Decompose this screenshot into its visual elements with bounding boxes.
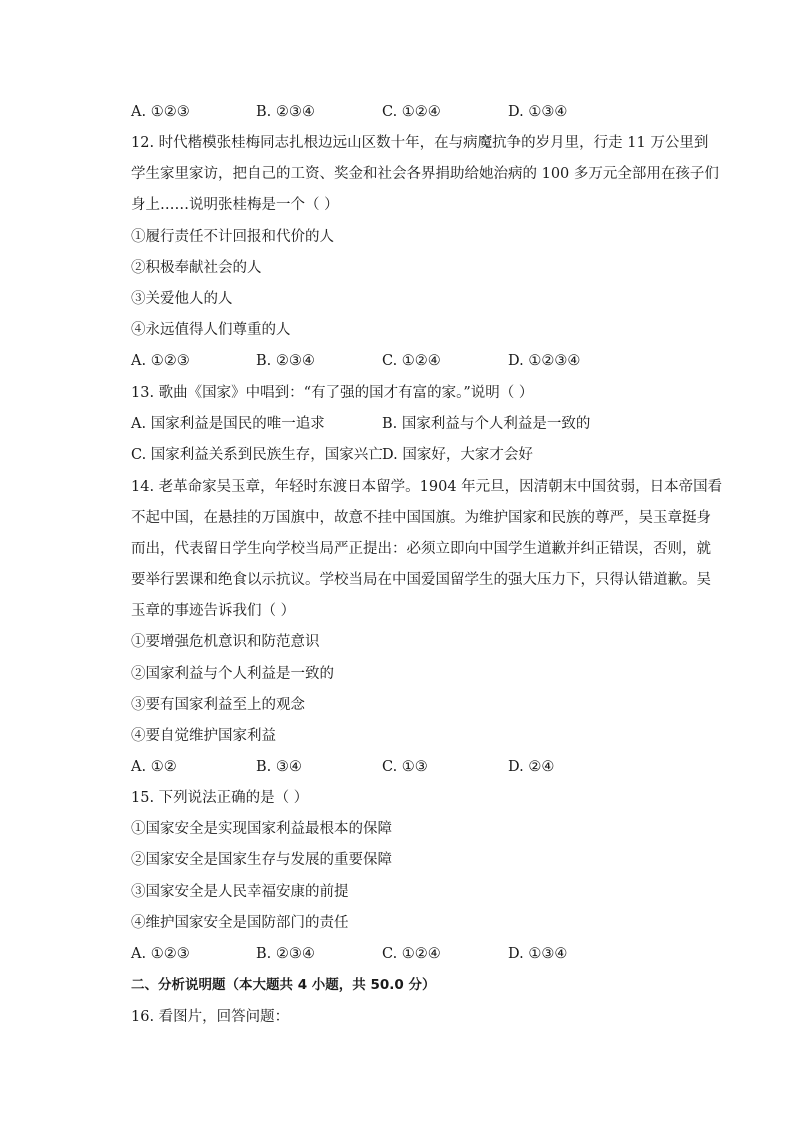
q14-option-a: A. ①② bbox=[131, 759, 177, 775]
q12-item-2: ②积极奉献社会的人 bbox=[131, 260, 262, 276]
q15-option-c: C. ①②④ bbox=[382, 946, 441, 962]
q14-stem-line-3: 而出，代表留日学生向学校当局严正提出：必须立即向中国学生道歉并纠正错误，否则，就 bbox=[131, 541, 711, 557]
q13-options-row-2 bbox=[131, 445, 691, 465]
q14-option-b: B. ③④ bbox=[256, 759, 302, 775]
q14-option-c: C. ①③ bbox=[382, 759, 428, 775]
q11-option-d: D. ①③④ bbox=[508, 104, 568, 120]
q11-option-b: B. ②③④ bbox=[256, 104, 315, 120]
q14-stem-line-1: 14. 老革命家吴玉章，年轻时东渡日本留学。1904 年元旦，因清朝末中国贫弱，日本帝国看 bbox=[131, 479, 723, 495]
q12-options bbox=[131, 351, 691, 371]
q16-stem: 16. 看图片，回答问题： bbox=[131, 1009, 290, 1025]
q14-item-1: ①要增强危机意识和防范意识 bbox=[131, 634, 320, 650]
q14-options bbox=[131, 757, 691, 777]
q12-item-4: ④永远值得人们尊重的人 bbox=[131, 322, 291, 338]
q13-option-d: D. 国家好，大家才会好 bbox=[382, 447, 533, 463]
q14-option-d: D. ②④ bbox=[508, 759, 555, 775]
q14-stem-line-5: 玉章的事迹告诉我们（ ） bbox=[131, 603, 296, 619]
q13-options-row-1 bbox=[131, 414, 691, 434]
q14-item-4: ④要自觉维护国家利益 bbox=[131, 728, 276, 744]
q13-option-b: B. 国家利益与个人利益是一致的 bbox=[382, 416, 591, 432]
q15-item-1: ①国家安全是实现国家利益最根本的保障 bbox=[131, 821, 392, 837]
q14-stem-line-2: 不起中国，在悬挂的万国旗中，故意不挂中国国旗。为维护国家和民族的尊严，吴玉章挺身 bbox=[131, 510, 711, 526]
q11-options bbox=[131, 102, 691, 122]
q12-option-a: A. ①②③ bbox=[131, 353, 190, 369]
q15-item-4: ④维护国家安全是国防部门的责任 bbox=[131, 915, 349, 931]
q15-item-2: ②国家安全是国家生存与发展的重要保障 bbox=[131, 852, 392, 868]
q12-stem-line-3: 身上……说明张桂梅是一个（ ） bbox=[131, 197, 339, 213]
q11-option-a: A. ①②③ bbox=[131, 104, 190, 120]
q15-stem: 15. 下列说法正确的是（ ） bbox=[131, 790, 309, 806]
q15-option-d: D. ①③④ bbox=[508, 946, 568, 962]
q15-option-b: B. ②③④ bbox=[256, 946, 315, 962]
q14-item-2: ②国家利益与个人利益是一致的 bbox=[131, 666, 334, 682]
q12-option-c: C. ①②④ bbox=[382, 353, 441, 369]
q12-stem-line-2: 学生家里家访，把自己的工资、奖金和社会各界捐助给她治病的 100 多万元全部用在孩子们 bbox=[131, 166, 719, 182]
q14-stem-line-4: 要举行罢课和绝食以示抗议。学校当局在中国爱国留学生的强大压力下，只得认错道歉。吴 bbox=[131, 572, 711, 588]
q12-stem-line-1: 12. 时代楷模张桂梅同志扎根边远山区数十年，在与病魔抗争的岁月里，行走 11 万公里到 bbox=[131, 135, 709, 151]
q13-stem: 13. 歌曲《国家》中唱到：“有了强的国才有富的家。”说明（ ） bbox=[131, 385, 534, 401]
q12-option-d: D. ①②③④ bbox=[508, 353, 581, 369]
q12-item-3: ③关爱他人的人 bbox=[131, 291, 233, 307]
q15-item-3: ③国家安全是人民幸福安康的前提 bbox=[131, 884, 349, 900]
q14-item-3: ③要有国家利益至上的观念 bbox=[131, 697, 305, 713]
section-heading: 二、分析说明题（本大题共 4 小题，共 50.0 分） bbox=[131, 977, 436, 993]
q12-item-1: ①履行责任不计回报和代价的人 bbox=[131, 229, 334, 245]
q13-option-c: C. 国家利益关系到民族生存，国家兴亡 bbox=[131, 447, 383, 463]
q15-options bbox=[131, 944, 691, 964]
q13-option-a: A. 国家利益是国民的唯一追求 bbox=[131, 416, 325, 432]
q15-option-a: A. ①②③ bbox=[131, 946, 190, 962]
q12-option-b: B. ②③④ bbox=[256, 353, 315, 369]
q11-option-c: C. ①②④ bbox=[382, 104, 441, 120]
